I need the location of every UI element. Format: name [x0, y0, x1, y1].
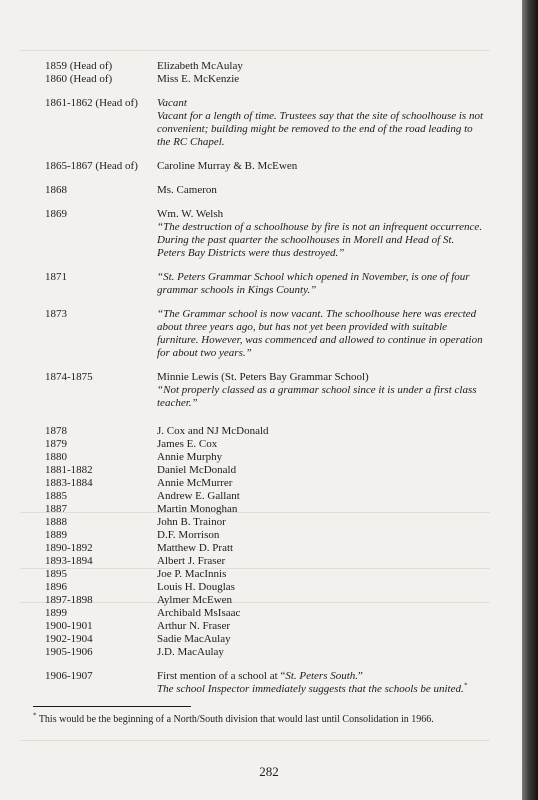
entry-year: 1859 (Head of): [45, 60, 113, 72]
entry-year: 1896: [45, 581, 67, 593]
list-item: [45, 451, 485, 464]
entry-teacher: Annie Murphy: [157, 451, 223, 463]
entry-year: 1900-1901: [45, 620, 93, 632]
entry-teacher: Andrew E. Gallant: [157, 490, 240, 502]
entry-year: 1889: [45, 529, 67, 541]
entry-teacher: Louis H. Douglas: [157, 581, 235, 593]
entry-year: 1860 (Head of): [45, 73, 113, 85]
entry-quote: The school Inspector immediately suggests that the schools be united.*: [157, 681, 468, 695]
entry-year: 1902-1904: [45, 633, 93, 645]
entry-year: 1873: [45, 308, 67, 320]
entry-teacher: Archibald MsIsaac: [157, 607, 241, 619]
entry-1859: [45, 60, 485, 73]
entry-teacher: J. Cox and NJ McDonald: [157, 425, 269, 437]
entry-1861: [45, 97, 485, 149]
entry-quote: Vacant for a length of time. Trustees say that the site of schoolhouse is not convenient; building might be removed to the end of the road leading to the RC Chapel.: [157, 110, 484, 148]
entry-teacher: Elizabeth McAulay: [157, 60, 243, 72]
footnote: [33, 711, 434, 726]
entry-year: 1895: [45, 568, 67, 580]
entry-1869: [45, 208, 485, 260]
entry-quote: “The destruction of a schoolhouse by fire is not an infrequent occurrence. During the past quarter the schoolhouses in Morell and Head of St. Peters Bay Districts were thus destroyed.”: [157, 221, 483, 259]
entry-year: 1865-1867 (Head of): [45, 160, 138, 172]
list-item: [45, 594, 485, 607]
list-item: [45, 581, 485, 594]
entry-teacher: Albert J. Fraser: [157, 555, 226, 567]
list-item: [45, 555, 485, 568]
entry-teacher: Vacant: [157, 97, 187, 109]
entry-year: 1861-1862 (Head of): [45, 97, 138, 109]
entry-year: 1869: [45, 208, 67, 220]
entry-teacher: Annie McMurrer: [157, 477, 233, 489]
entry-1865: [45, 160, 485, 173]
entry-teacher: D.F. Morrison: [157, 529, 220, 541]
entry-year: 1897-1898: [45, 594, 93, 606]
list-item: [45, 633, 485, 646]
list-item: [45, 516, 485, 529]
school-name: St. Peters South.: [285, 670, 359, 682]
entry-teacher: Daniel McDonald: [157, 464, 237, 476]
entry-year: 1880: [45, 451, 67, 463]
entry-1873: [45, 308, 485, 360]
entry-teacher: Minnie Lewis (St. Peters Bay Grammar School): [157, 371, 369, 383]
footnote-mark: *: [33, 711, 37, 720]
entry-1874: [45, 371, 485, 410]
entry-quote: “Not properly classed as a grammar school since it is under a first class teacher.”: [157, 384, 477, 409]
bleed-through-line: [20, 740, 490, 741]
list-item: [45, 620, 485, 633]
entry-teacher: John B. Trainor: [157, 516, 226, 528]
entry-teacher: Sadie MacAulay: [157, 633, 231, 645]
entry-1906: [45, 670, 485, 696]
entry-year: 1887: [45, 503, 67, 515]
entry-note: First mention of a school at “St. Peters South.”: [157, 670, 363, 682]
list-item: [45, 542, 485, 555]
entry-teacher: Aylmer McEwen: [157, 594, 233, 606]
entry-teacher: Caroline Murray & B. McEwen: [157, 160, 298, 172]
list-item: [45, 425, 485, 438]
entry-teacher: James E. Cox: [157, 438, 218, 450]
entry-year: 1885: [45, 490, 67, 502]
entry-teacher: Martin Monoghan: [157, 503, 238, 515]
list-item: [45, 568, 485, 581]
list-item: [45, 607, 485, 620]
entry-teacher: Arthur N. Fraser: [157, 620, 231, 632]
page-number: 282: [259, 764, 279, 779]
list-item: [45, 477, 485, 490]
entry-teacher: J.D. MacAulay: [157, 646, 224, 658]
entry-quote: “The Grammar school is now vacant. The schoolhouse here was erected about three years ago, but has not yet been provided with suitable furniture. However, was commenced and allowed to continue in operation for about two years.”: [157, 308, 483, 359]
entry-1860: [45, 73, 485, 86]
entry-year: 1878: [45, 425, 67, 437]
entry-year: 1905-1906: [45, 646, 93, 658]
entry-year: 1883-1884: [45, 477, 93, 489]
entry-year: 1890-1892: [45, 542, 93, 554]
bleed-through-line: [20, 50, 490, 51]
entry-year: 1868: [45, 184, 67, 196]
list-item: [45, 646, 485, 659]
entry-year: 1871: [45, 271, 67, 283]
book-spine-shadow: [522, 0, 538, 800]
entry-year: 1881-1882: [45, 464, 93, 476]
entry-year: 1899: [45, 607, 67, 619]
list-item: [45, 438, 485, 451]
footnote-rule: [33, 706, 191, 707]
entry-quote: “St. Peters Grammar School which opened in November, is one of four grammar schools in Kings County.”: [157, 271, 470, 296]
entry-teacher: Wm. W. Welsh: [157, 208, 224, 220]
school-teacher-table: [45, 60, 485, 696]
list-item: [45, 464, 485, 477]
entry-teacher: Miss E. McKenzie: [157, 73, 240, 85]
footnote-text: This would be the beginning of a North/South division that would last until Consolidation in 1966.: [36, 714, 434, 725]
list-item: [45, 529, 485, 542]
entry-teacher: Joe P. MacInnis: [157, 568, 227, 580]
entry-year: 1888: [45, 516, 67, 528]
list-item: [45, 490, 485, 503]
entry-year: 1906-1907: [45, 670, 93, 682]
entry-year: 1893-1894: [45, 555, 93, 567]
entry-year: 1874-1875: [45, 371, 93, 383]
entry-1871: [45, 271, 485, 297]
entry-teacher: Ms. Cameron: [157, 184, 217, 196]
entry-year: 1879: [45, 438, 67, 450]
footnote-mark: *: [463, 681, 468, 690]
entry-teacher: Matthew D. Pratt: [157, 542, 234, 554]
entry-1868: [45, 184, 485, 197]
list-item: [45, 503, 485, 516]
teacher-list: [45, 425, 485, 659]
